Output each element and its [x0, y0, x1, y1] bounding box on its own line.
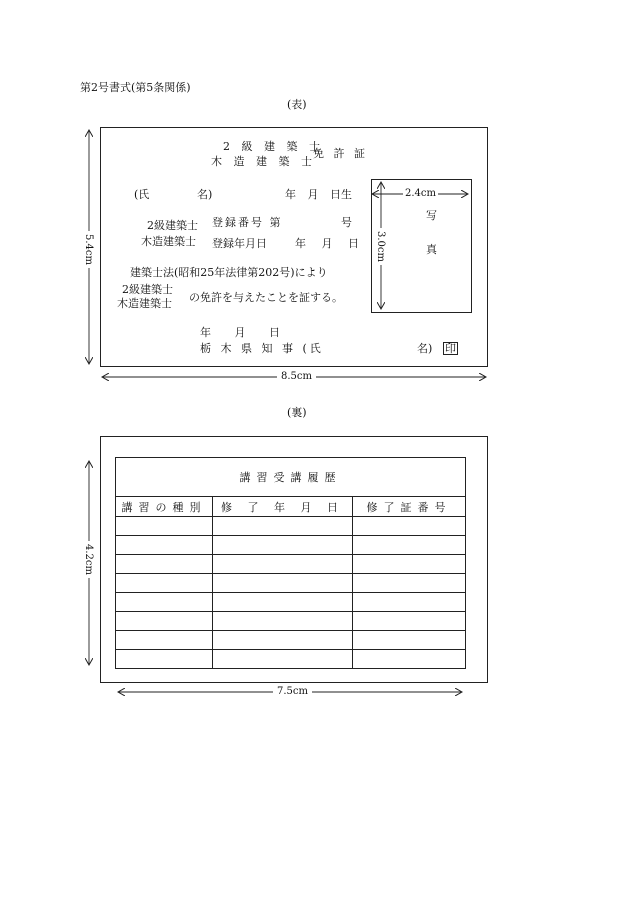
front-height-label: 5.4cm — [83, 231, 93, 268]
column-header: 修 了 年 月 日 — [213, 497, 353, 517]
reg-number-label: 登録番号 第 — [212, 216, 283, 229]
birth-date-label: 年 月 日生 — [285, 188, 352, 201]
issuer-label: 栃 木 県 知 事 (氏 — [200, 342, 324, 355]
front-width-label: 8.5cm — [277, 372, 316, 382]
photo-label-2: 真 — [426, 243, 437, 256]
reg-date-value: 年 月 日 — [295, 237, 359, 250]
issue-date: 年 月 日 — [200, 326, 280, 339]
reg-type-2: 木造建築士 — [141, 235, 196, 248]
law-reference: 建築士法(昭和25年法律第202号)により — [130, 266, 328, 279]
column-header: 講習の種別 — [116, 497, 213, 517]
column-header: 修了証番号 — [353, 497, 466, 517]
issuer-close: 名) — [417, 342, 433, 355]
name-close: 名) — [197, 188, 213, 201]
photo-height-label: 3.0cm — [375, 228, 385, 265]
title-suffix: 免 許 証 — [313, 147, 368, 160]
photo-width-label: 2.4cm — [405, 188, 436, 199]
reg-date-label: 登録年月日 — [212, 237, 267, 250]
title-line-2: 木 造 建 築 士 — [211, 155, 316, 168]
front-side-label: (表) — [287, 98, 307, 111]
title-line-1: 2 級 建 築 士 — [223, 140, 324, 153]
photo-label-1: 写 — [426, 209, 437, 222]
reg-type-1: 2級建築士 — [147, 219, 198, 232]
back-width-label: 7.5cm — [273, 687, 312, 697]
table-title: 講習受講履歴 — [116, 458, 466, 497]
form-number-label: 第2号書式(第5条関係) — [80, 81, 191, 94]
reg-number-suffix: 号 — [341, 216, 352, 229]
name-open: (氏 — [134, 188, 150, 201]
seal-mark: 印 — [445, 342, 456, 355]
grant-type-1: 2級建築士 — [122, 283, 173, 296]
back-height-label: 4.2cm — [83, 541, 93, 578]
grant-statement: の免許を与えたことを証する。 — [189, 291, 343, 304]
grant-type-2: 木造建築士 — [117, 297, 172, 310]
back-side-label: (裏) — [287, 406, 307, 419]
